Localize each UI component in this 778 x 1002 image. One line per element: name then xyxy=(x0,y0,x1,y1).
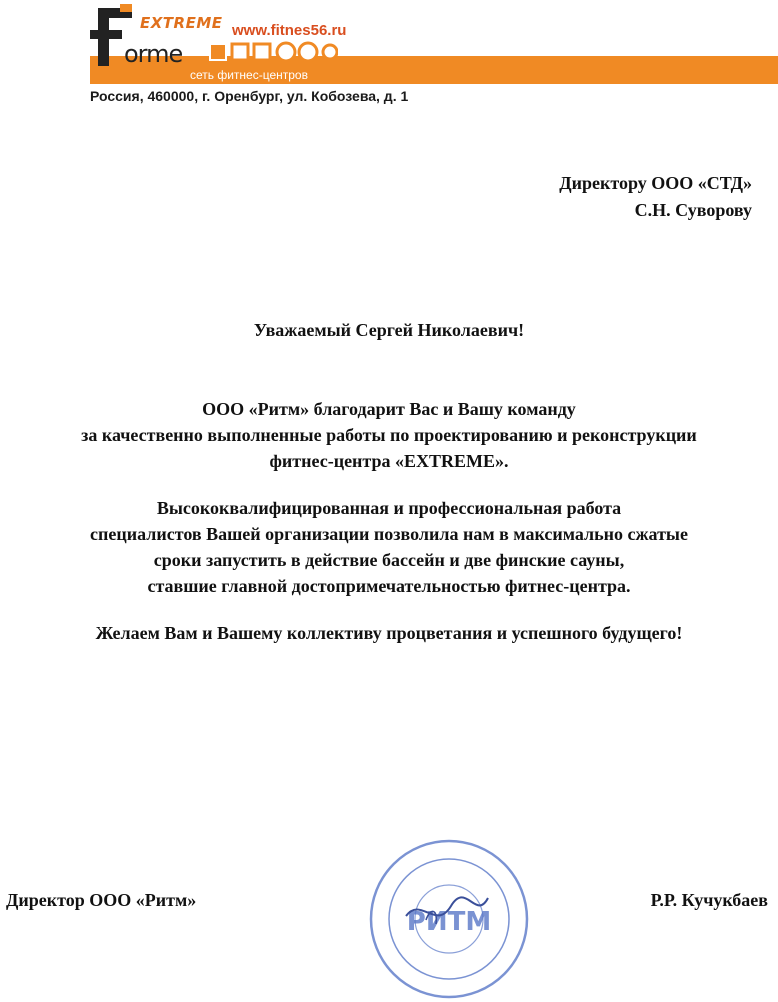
paragraph-gratitude xyxy=(0,396,778,474)
recipient-block xyxy=(559,170,752,224)
paragraph-line: сроки запустить в действие бассейн и две финские сауны, xyxy=(153,550,625,570)
paragraph-line: за качественно выполненные работы по проектированию и реконструкции xyxy=(81,425,697,445)
recipient-name: С.Н. Суворову xyxy=(634,200,752,220)
company-address: Россия, 460000, г. Оренбург, ул. Кобозева, д. 1 xyxy=(90,88,409,104)
paragraph-line: ООО «Ритм» благодарит Вас и Вашу команду xyxy=(202,399,576,419)
logo-letters: orme xyxy=(124,40,183,68)
paragraph-line: фитнес-центра «EXTREME». xyxy=(269,451,509,471)
letterhead xyxy=(0,0,778,120)
paragraph-line: ставшие главной достопримечательностью фитнес-центра. xyxy=(147,576,631,596)
salutation: Уважаемый Сергей Николаевич! xyxy=(253,320,525,340)
paragraph-line: Высококвалифицированная и профессиональная работа xyxy=(156,498,622,518)
paragraph-line: специалистов Вашей организации позволила нам в максимально сжатые xyxy=(90,524,688,544)
website-link: www.fitnes56.ru xyxy=(232,22,347,39)
signature-name: Р.Р. Кучукбаев xyxy=(650,890,768,910)
logo-boxes-icon xyxy=(208,40,338,64)
paragraph-wishes: Желаем Вам и Вашему коллективу процветания и успешного будущего! xyxy=(95,623,683,643)
logo-brand-text: EXTREME xyxy=(140,14,223,32)
logo-tagline: сеть фитнес-центров xyxy=(190,68,308,82)
company-seal-stamp xyxy=(366,836,532,1002)
paragraph-praise xyxy=(0,495,778,599)
svg-text:РИТМ: РИТМ xyxy=(406,907,492,937)
signature-position: Директор ООО «Ритм» xyxy=(6,890,197,910)
recipient-position: Директору ООО «СТД» xyxy=(559,173,752,193)
